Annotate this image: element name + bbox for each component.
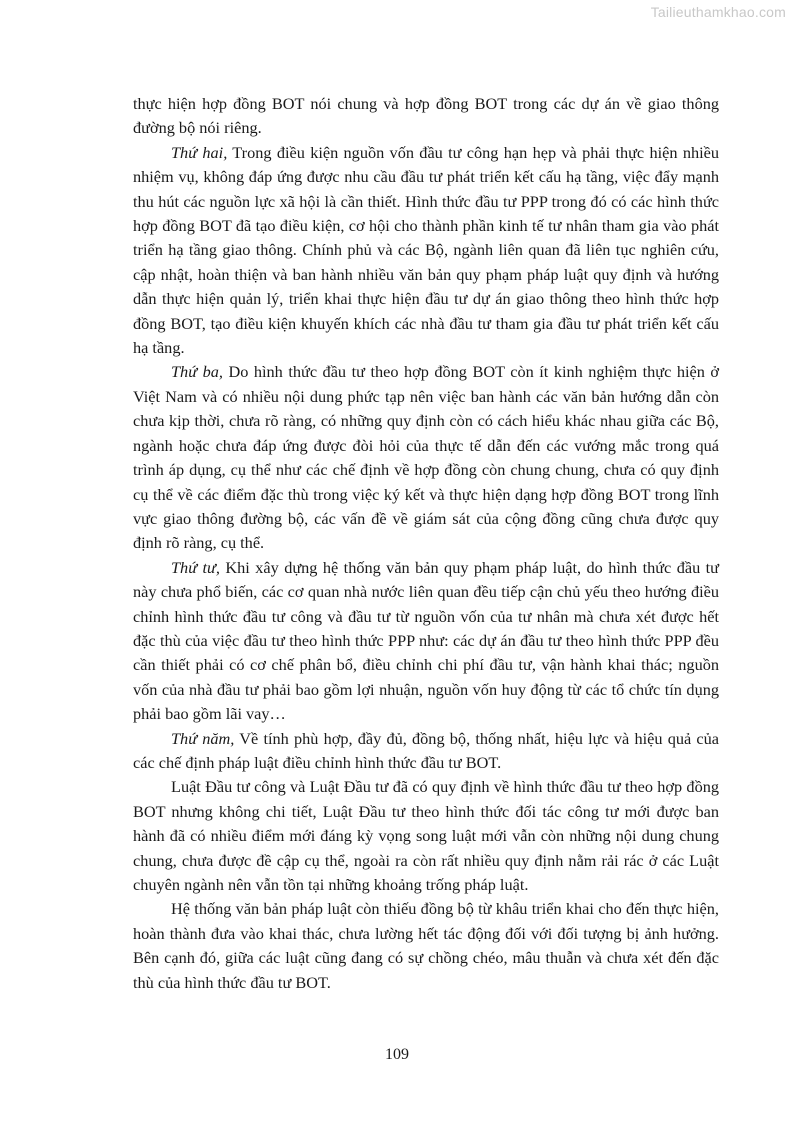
paragraph-thu-tu [133,556,719,727]
paragraph-lead: Thứ năm, [171,728,235,748]
paragraph-text: Luật Đầu tư công và Luật Đầu tư đã có quy định về hình thức đầu tư theo hợp đồng BOT nhưng không chi tiết, Luật Đầu tư theo hình thức đối tác công tư mới được ban hành đã có nhiều điểm mới đáng kỳ vọng song luật mới vẫn còn những nội dung chung chung, chưa được đề cập cụ thể, ngoài ra còn rất nhiều quy định nằm rải rác ở các Luật chuyên ngành nên vẫn tồn tại những khoảng trống pháp luật. [133,777,719,894]
paragraph-text: thực hiện hợp đồng BOT nói chung và hợp đồng BOT trong các dự án về giao thông đường bộ nói riêng. [133,94,719,138]
paragraph-luat-dau-tu [133,775,719,897]
paragraph-lead: Thứ tư, [171,557,220,577]
paragraph-thu-hai [133,141,719,361]
paragraph-thu-nam [133,727,719,776]
paragraph-continuation [133,92,719,141]
paragraph-text: Khi xây dựng hệ thống văn bản quy phạm pháp luật, do hình thức đầu tư này chưa phổ biến, các cơ quan nhà nước liên quan đều tiếp cận chủ yếu theo hướng điều chỉnh hình thức đầu tư công và đầu tư từ nguồn vốn của tư nhân mà chưa xét được hết đặc thù của việc đầu tư theo hình thức PPP như: các dự án đầu tư theo hình thức PPP đều cần thiết phải có cơ chế phân bổ, điều chỉnh chi phí đầu tư, vận hành khai thác; nguồn vốn của nhà đầu tư phải bao gồm lợi nhuận, nguồn vốn huy động từ các tổ chức tín dụng phải bao gồm lãi vay… [133,557,719,724]
paragraph-thu-ba [133,360,719,555]
paragraph-lead: Thứ hai, [171,142,228,162]
page-body [133,92,719,995]
paragraph-text: Hệ thống văn bản pháp luật còn thiếu đồng bộ từ khâu triển khai cho đến thực hiện, hoàn thành đưa vào khai thác, chưa lường hết tác động đối với đối tượng bị ảnh hưởng. Bên cạnh đó, giữa các luật cũng đang có sự chồng chéo, mâu thuẫn và chưa xét đến đặc thù của hình thức đầu tư BOT. [133,899,719,992]
page-number: 109 [385,1046,409,1063]
paragraph-he-thong [133,897,719,995]
paragraph-text: Trong điều kiện nguồn vốn đầu tư công hạn hẹp và phải thực hiện nhiều nhiệm vụ, không đáp ứng được nhu cầu đầu tư phát triển kết cấu hạ tầng, việc đẩy mạnh thu hút các nguồn lực xã hội là cần thiết. Hình thức đầu tư PPP trong đó có các hình thức hợp đồng BOT đã tạo điều kiện, cơ hội cho thành phần kinh tế tư nhân tham gia vào phát triển hạ tầng giao thông. Chính phủ và các Bộ, ngành liên quan đã liên tục nghiên cứu, cập nhật, hoàn thiện và ban hành nhiều văn bản quy phạm pháp luật quy định và hướng dẫn thực hiện quản lý, triển khai thực hiện đầu tư dự án giao thông theo hình thức hợp đồng BOT, tạo điều kiện khuyến khích các nhà đầu tư tham gia đầu tư phát triển kết cấu hạ tầng. [133,142,720,358]
paragraph-lead: Thứ ba, [171,362,223,382]
paragraph-text: Về tính phù hợp, đầy đủ, đồng bộ, thống nhất, hiệu lực và hiệu quả của các chế định pháp luật điều chỉnh hình thức đầu tư BOT. [133,728,719,772]
watermark-text: Tailieuthamkhao.com [650,4,786,20]
paragraph-text: Do hình thức đầu tư theo hợp đồng BOT còn ít kinh nghiệm thực hiện ở Việt Nam và có nhiều nội dung phức tạp nên việc ban hành các văn bản hướng dẫn còn chưa kịp thời, chưa rõ ràng, có những quy định còn có cách hiểu khác nhau giữa các Bộ, ngành hoặc chưa đáp ứng được đòi hỏi của thực tế dẫn đến các vướng mắc trong quá trình áp dụng, cụ thể như các chế định về hợp đồng còn chung chung, chưa có quy định cụ thể về các điểm đặc thù trong việc ký kết và thực hiện dạng hợp đồng BOT trong lĩnh vực giao thông đường bộ, các vấn đề về giám sát của cộng đồng cũng chưa được quy định rõ ràng, cụ thể. [133,362,720,553]
